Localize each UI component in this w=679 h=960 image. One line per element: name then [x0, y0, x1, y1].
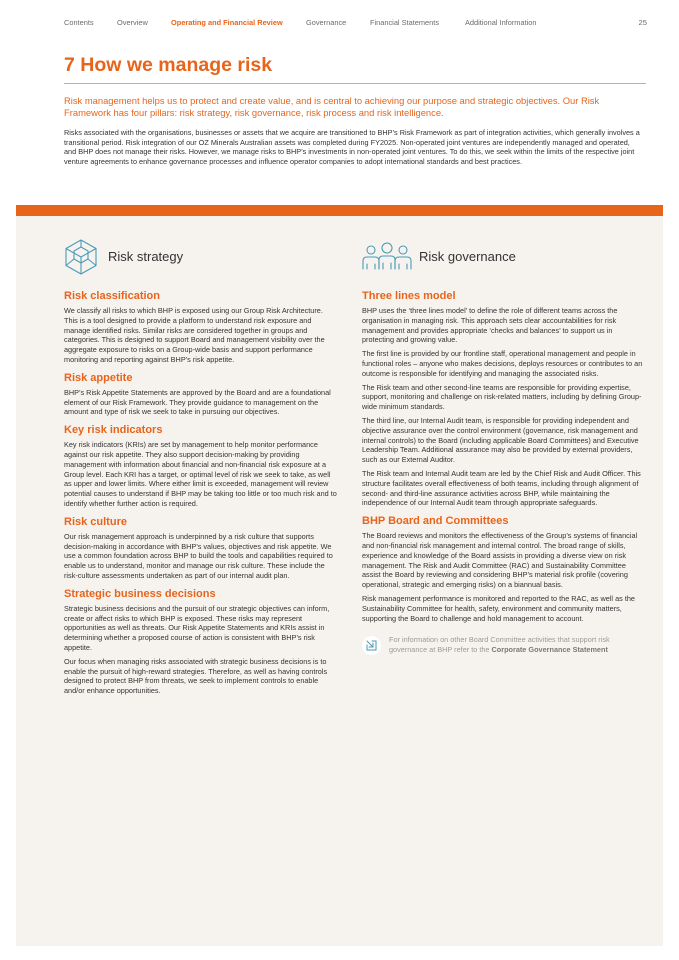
nav-financial-statements[interactable]: Financial Statements	[370, 18, 440, 27]
cube-network-icon	[64, 238, 98, 276]
cross-reference-body: For information on other Board Committee activities that support risk governance at BHP refer to the	[389, 635, 610, 655]
section-heading: Risk culture	[64, 515, 127, 528]
nav-overview[interactable]: Overview	[117, 18, 148, 27]
risk-strategy-column	[64, 238, 338, 703]
section-paragraph: BHP’s Risk Appetite Statements are approved by the Board and are a foundational element of our Risk Framework. They provide guidance to management on the amount and type of risk we seek to take in pursuing our objectives.	[64, 387, 331, 417]
section-risk-appetite	[64, 372, 338, 417]
section-paragraph: The third line, our Internal Audit team, is responsible for providing independent and objective assurance over the control environment (governance, risk management and internal controls) to the Board (including applicable Board Committees) and Executive Leadership Team. Additional assurance may also be provided by external providers, such as our External Auditor.	[362, 415, 639, 465]
section-paragraph: Risk management performance is monitored and reported to the RAC, as well as the Sustainability Committee for health, safety, environment and community matters, supporting the Board to challenge and hold management to account.	[362, 593, 635, 623]
intro-statement: Risk management helps us to protect and create value, and is central to achieving our purpose and strategic objectives. Our Risk Framework has four pillars: risk strategy, risk governance, risk process and risk intelligence.	[64, 95, 600, 118]
page-number: 25	[638, 18, 647, 27]
section-paragraph: Our focus when managing risks associated with strategic business decisions is to enable the pursuit of high-reward strategies. Therefore, as well as having controls designed to protect BHP from threats, we seek to implement controls to enable and/or enhance opportunities.	[64, 656, 328, 696]
nav-governance[interactable]: Governance	[306, 18, 347, 27]
section-paragraph: Our risk management approach is underpinned by a risk culture that supports decision-making in accordance with BHP’s values, objectives and risk appetite. We use a common foundation across BHP to build the tools and capabilities required to enable us to understand, monitor and manage our risk culture. These include the risk-culture assessments undertaken as part of our internal audit plan.	[64, 531, 333, 580]
risk-strategy-title: Risk strategy	[108, 249, 184, 264]
section-risk-classification	[64, 290, 338, 365]
nav-operating-financial-review[interactable]: Operating and Financial Review	[171, 18, 283, 27]
section-key-risk-indicators	[64, 424, 338, 509]
section-heading: Strategic business decisions	[64, 587, 216, 600]
section-paragraph: The Risk team and Internal Audit team are led by the Chief Risk and Audit Officer. This structure facilitates overall effectiveness of both teams, including through alignment of second- and third-line assurance activities across BHP, while maintaining the independence of our Internal Audit team through appropriate safeguards.	[362, 468, 641, 508]
section-board-and-committees	[362, 515, 644, 623]
top-navigation	[64, 16, 647, 30]
nav-contents[interactable]: Contents	[64, 18, 94, 27]
section-paragraph: The first line is provided by our frontline staff, operational management and people in functional roles – anyone who makes decisions, deploys resources or contributes to an outcome is responsible for identifying and managing the associated risks.	[362, 349, 643, 378]
cross-reference-note	[362, 635, 644, 655]
risk-governance-header	[362, 238, 644, 276]
external-link-icon	[362, 636, 381, 655]
title-divider	[64, 83, 646, 84]
section-heading: BHP Board and Committees	[362, 515, 509, 528]
section-paragraph: BHP uses the ‘three lines model’ to define the role of different teams across the organisation in managing risk. This approach sets clear accountabilities for risk management and provides appropriate ‘checks and balances’ to support us in protecting and growing value.	[362, 306, 618, 345]
cross-reference-text	[389, 635, 644, 655]
section-risk-culture	[64, 516, 338, 581]
risk-strategy-header	[64, 238, 338, 276]
section-heading: Risk appetite	[64, 371, 133, 384]
section-paragraph: Strategic business decisions and the pursuit of our strategic objectives can inform, create or affect risks to which BHP is exposed. These risks may represent opportunities as well as threats. Our Risk Appetite Statements and KRIs assist in determining whether a proposed course of action is consistent with BHP’s risk appetite.	[64, 603, 330, 652]
section-paragraph: Key risk indicators (KRIs) are set by management to help monitor performance against our risk appetite. They also support decision-making by providing management with information about financial and non-financial risk exposure at a Group level. Each KRI has a target, or optimal level of risk we seek to take, as well as upper and lower limits. Where either limit is exceeded, management will review potential causes to understand if BHP may be taking too little or too much risk and to identify whether further action is required.	[64, 440, 337, 508]
accent-band	[16, 205, 663, 216]
section-heading: Key risk indicators	[64, 424, 163, 437]
corporate-governance-link[interactable]: Corporate Governance Statement	[491, 645, 608, 655]
section-paragraph: We classify all risks to which BHP is exposed using our Group Risk Architecture. This is a tool designed to provide a platform to understand risk exposure and manage identified risks. Similar risks are considered together in groups and categories. This is designed to support Board and management visibility over the aggregate exposure to risks on a Group-wide basis and support performance monitoring and reporting against BHP’s risk appetite.	[64, 306, 325, 364]
risk-governance-column	[362, 238, 644, 655]
people-group-icon	[362, 238, 412, 276]
section-heading: Three lines model	[362, 290, 456, 302]
section-paragraph: The Risk team and other second-line teams are responsible for providing expertise, support, monitoring and challenge on risk-related matters, including by defining Group-wide minimum standards.	[362, 382, 642, 412]
intro-body: Risks associated with the organisations, businesses or assets that we acquire are transitioned to BHP’s Risk Framework as part of integration activities, which generally involves a transitional period. Risk integration of our OZ Minerals Australian assets was completed during FY2025. Non-operated joint ventures are independently managed and operated, and BHP does not manage their risks. However, we manage risks to BHP’s investments in non-operated joint ventures. To do this, we seek within the limits of the respective joint venture agreements to enhance governance processes and influence operator companies to adopt international standards and best practices.	[64, 128, 640, 166]
page-title: 7 How we manage risk	[64, 54, 273, 76]
risk-governance-title: Risk governance	[419, 249, 516, 264]
nav-additional-information[interactable]: Additional Information	[465, 18, 537, 27]
section-paragraph: The Board reviews and monitors the effectiveness of the Group’s systems of financial and non-financial risk management and internal control. The broad range of skills, experience and knowledge of the Board assists in providing a diverse view on risk management. The Risk and Audit Committee (RAC) and Sustainability Committee assist the Board by reviewing and considering BHP’s material risk profile (covering operational, strategic and emerging risks) on a biannual basis.	[362, 531, 638, 590]
section-strategic-business-decisions	[64, 588, 338, 696]
section-three-lines-model	[362, 290, 644, 508]
section-heading: Risk classification	[64, 290, 160, 302]
